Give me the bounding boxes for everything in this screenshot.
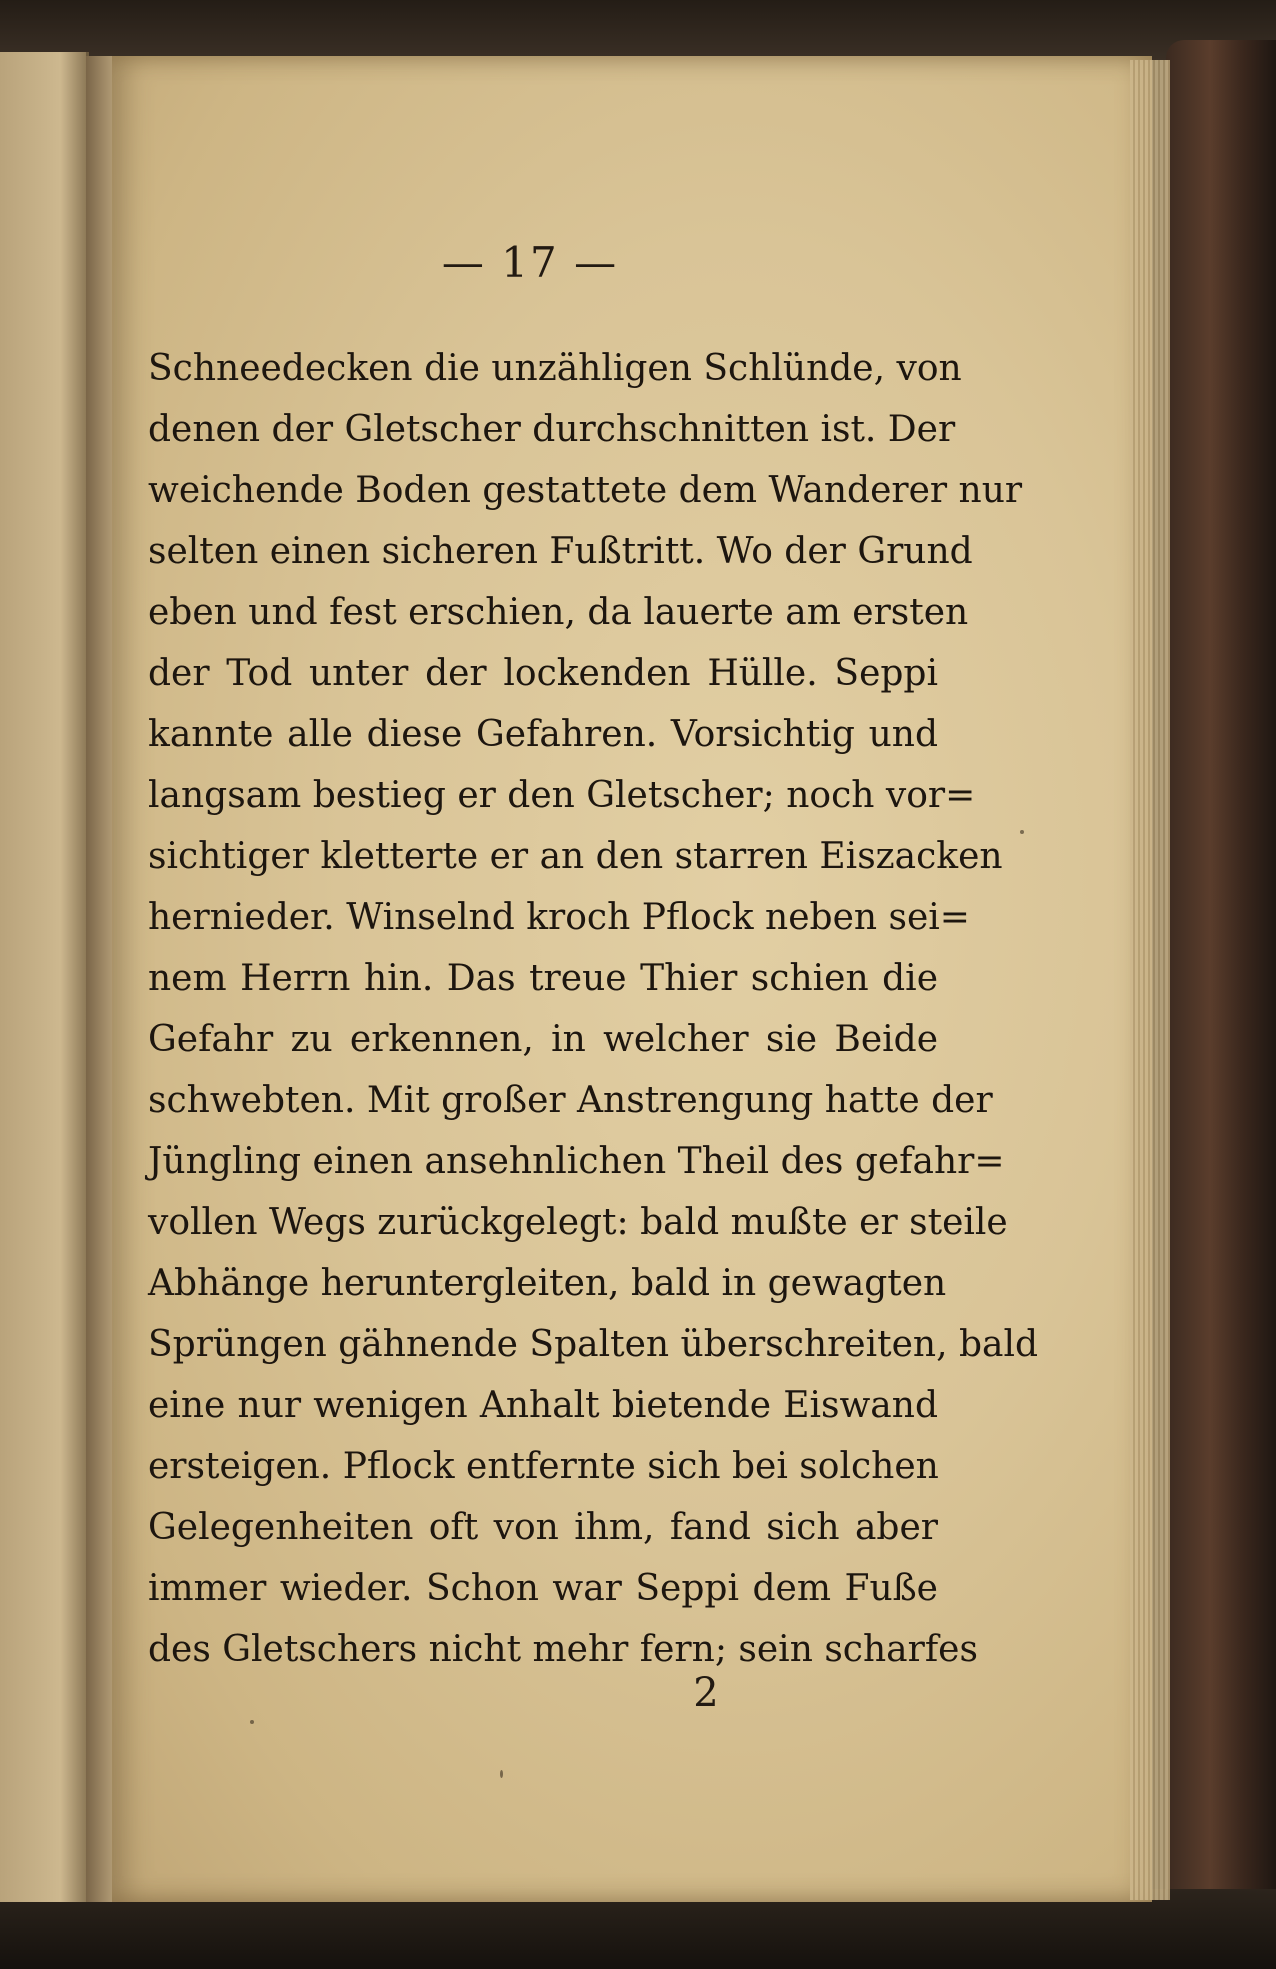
text-line: der Tod unter der lockenden Hülle. Seppi [148,653,938,694]
book-cover-spine-edge [1166,40,1276,1940]
paper-speck [500,1770,503,1778]
text-line: denen der Gletscher durchschnitten ist. Der [148,409,956,450]
facing-page-edge [0,52,89,1902]
text-line: schwebten. Mit großer Anstrengung hatte der [148,1080,993,1121]
text-line: Schneedecken die unzähligen Schlünde, von [148,348,962,389]
text-line: sichtiger kletterte er an den starren Eiszacken [148,836,1003,877]
text-line: langsam bestieg er den Gletscher; noch vor= [148,775,976,816]
page-number: — 17 — [441,238,619,287]
text-line: eine nur wenigen Anhalt bietende Eiswand [148,1385,938,1426]
signature-mark: 2 [693,1670,719,1716]
text-line: nem Herrn hin. Das treue Thier schien die [148,958,938,999]
page-stack-edge [1130,60,1170,1900]
text-line: Abhänge heruntergleiten, bald in gewagten [148,1263,947,1304]
text-line: kannte alle diese Gefahren. Vorsichtig und [148,714,938,755]
text-line: Gefahr zu erkennen, in welcher sie Beide [148,1019,938,1060]
text-line: immer wieder. Schon war Seppi dem Fuße [148,1568,938,1609]
text-line: Sprüngen gähnende Spalten überschreiten, bald [148,1324,1039,1365]
text-line: weichende Boden gestattete dem Wanderer nur [148,470,1023,511]
text-line: vollen Wegs zurückgelegt: bald mußte er steile [148,1202,1008,1243]
text-line: Gelegenheiten oft von ihm, fand sich aber [148,1507,938,1548]
paper-speck [250,1720,254,1724]
text-line: hernieder. Winselnd kroch Pflock neben sei= [148,897,970,938]
text-line: ersteigen. Pflock entfernte sich bei solchen [148,1446,939,1487]
body-text [148,338,1039,1680]
text-line: selten einen sicheren Fußtritt. Wo der Grund [148,531,973,572]
text-line: eben und fest erschien, da lauerte am ersten [148,592,969,633]
book-cover-top [0,0,1276,60]
text-line: des Gletschers nicht mehr fern; sein scharfes [148,1629,978,1670]
text-line: Jüngling einen ansehnlichen Theil des gefahr= [148,1141,1005,1182]
paper-speck [1020,830,1024,834]
